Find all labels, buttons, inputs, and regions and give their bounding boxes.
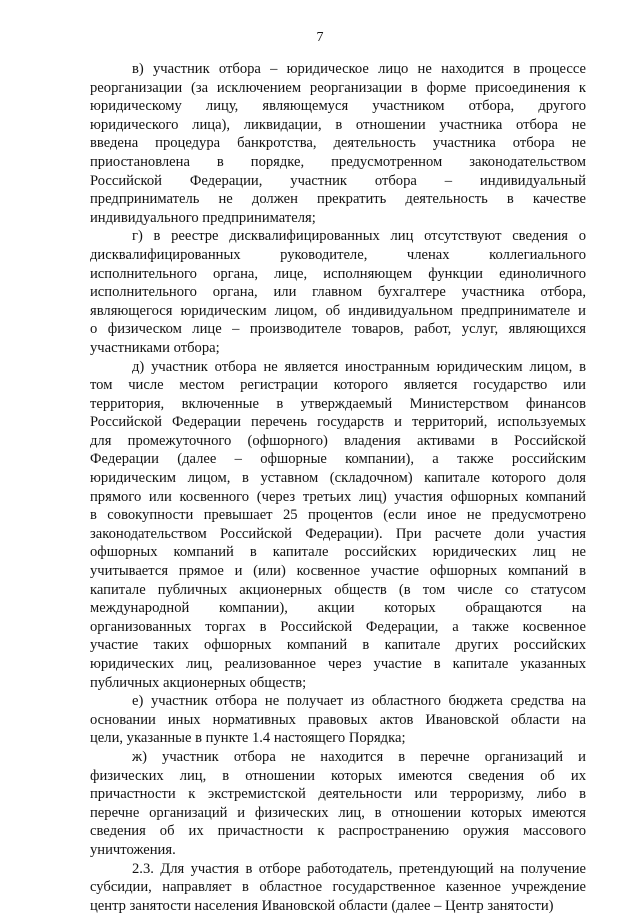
text-line: юридическим лицом, в уставном (складочном) капитале которого доля — [90, 470, 586, 487]
paragraph-g — [90, 227, 586, 357]
text-line: индивидуального предпринимателя; — [90, 209, 316, 226]
text-line: физических лиц, в отношении которых имеются сведения об их — [90, 767, 586, 784]
text-line: центр занятости населения Ивановской области (далее – Центр занятости) — [90, 897, 554, 914]
text-line: перечне организаций и физических лиц, в отношении которых имеются — [90, 804, 586, 821]
text-line: офшорных компаний в капитале российских юридических лиц не — [90, 544, 586, 561]
text-line: предприниматель не должен прекратить деятельность в качестве — [90, 191, 586, 208]
text-line: прямого или косвенного (через третьих лиц) участия офшорных компаний — [90, 488, 586, 505]
text-line: территория, включенные в утверждаемый Министерством финансов — [90, 395, 586, 412]
paragraph-e — [90, 692, 586, 748]
text-line: организованных торгах в Российской Федерации, а также косвенное — [90, 618, 586, 635]
text-line: 2.3. Для участия в отборе работодатель, претендующий на получение — [132, 860, 586, 877]
text-line: о физическом лице – производителе товаров, работ, услуг, являющихся — [90, 321, 586, 338]
text-line: исполнительного органа, или главном бухгалтере участника отбора, — [90, 284, 586, 301]
paragraph-p23 — [90, 860, 586, 915]
text-line: участие таких офшорных компаний в капитале других российских — [90, 637, 586, 654]
text-line: г) в реестре дисквалифицированных лиц отсутствуют сведения о — [132, 228, 586, 245]
paragraph-d — [90, 358, 586, 693]
text-line: том числе местом регистрации которого является государство или — [90, 377, 586, 394]
text-line: являющегося юридическим лицом, об индивидуальном предпринимателе и — [90, 302, 586, 319]
text-line: Федерации (далее – офшорные компании), а также российским — [90, 451, 586, 468]
text-line: в) участник отбора – юридическое лицо не находится в процессе — [132, 61, 586, 77]
paragraph-zh — [90, 748, 586, 860]
text-line: причастности к экстремистской деятельности или терроризму, либо в — [90, 786, 586, 803]
text-line: е) участник отбора не получает из областного бюджета средства на — [132, 693, 586, 710]
text-line: учитывается прямое и (или) косвенное участие офшорных компаний в — [90, 563, 586, 580]
document-body — [90, 60, 586, 915]
text-line: юридического лица), ликвидации, в отношении участника отбора не — [90, 116, 586, 133]
text-line: сведения об их причастности к распространению оружия массового — [90, 823, 586, 840]
text-line: д) участник отбора не является иностранным юридическим лицом, в — [132, 358, 586, 375]
text-line: исполнительного органа, лице, исполняющем функции единоличного — [90, 265, 586, 282]
text-line: Российской Федерации перечень государств и территорий, используемых — [90, 414, 586, 431]
text-line: ж) участник отбора не находится в перечне организаций и — [132, 748, 586, 765]
text-line: цели, указанные в пункте 1.4 настоящего Порядка; — [90, 730, 406, 747]
text-line: для промежуточного (офшорного) владения активами в Российской — [90, 432, 586, 449]
text-line: основании иных нормативных правовых актов Ивановской области на — [90, 711, 586, 728]
text-line: участниками отбора; — [90, 339, 220, 356]
text-line: в совокупности превышает 25 процентов (если иное не предусмотрено — [90, 507, 586, 524]
text-line: юридическому лицу, являющемуся участником отбора, другого — [90, 98, 586, 115]
text-line: Российской Федерации, участник отбора – индивидуальный — [90, 172, 586, 189]
text-line: уничтожения. — [90, 841, 176, 858]
text-line: международной компании), акции которых обращаются на — [90, 600, 586, 617]
paragraph-v — [90, 60, 586, 227]
text-line: субсидии, направляет в областное государственное казенное учреждение — [90, 879, 586, 896]
text-line: введена процедура банкротства, деятельность участника отбора не — [90, 135, 586, 152]
page-number: 7 — [316, 30, 324, 45]
text-line: капитале публичных акционерных обществ (в том числе со статусом — [90, 581, 586, 598]
text-line: приостановлена в порядке, предусмотренном законодательством — [90, 153, 586, 170]
text-line: дисквалифицированных руководителе, членах коллегиального — [90, 246, 586, 263]
text-line: юридических лиц, реализованное через участие в капитале указанных — [90, 656, 586, 672]
text-line: реорганизации (за исключением реорганизации в форме присоединения к — [90, 79, 586, 96]
text-line: публичных акционерных обществ; — [90, 674, 307, 691]
text-line: законодательством Российской Федерации). При расчете доли участия — [90, 525, 586, 542]
